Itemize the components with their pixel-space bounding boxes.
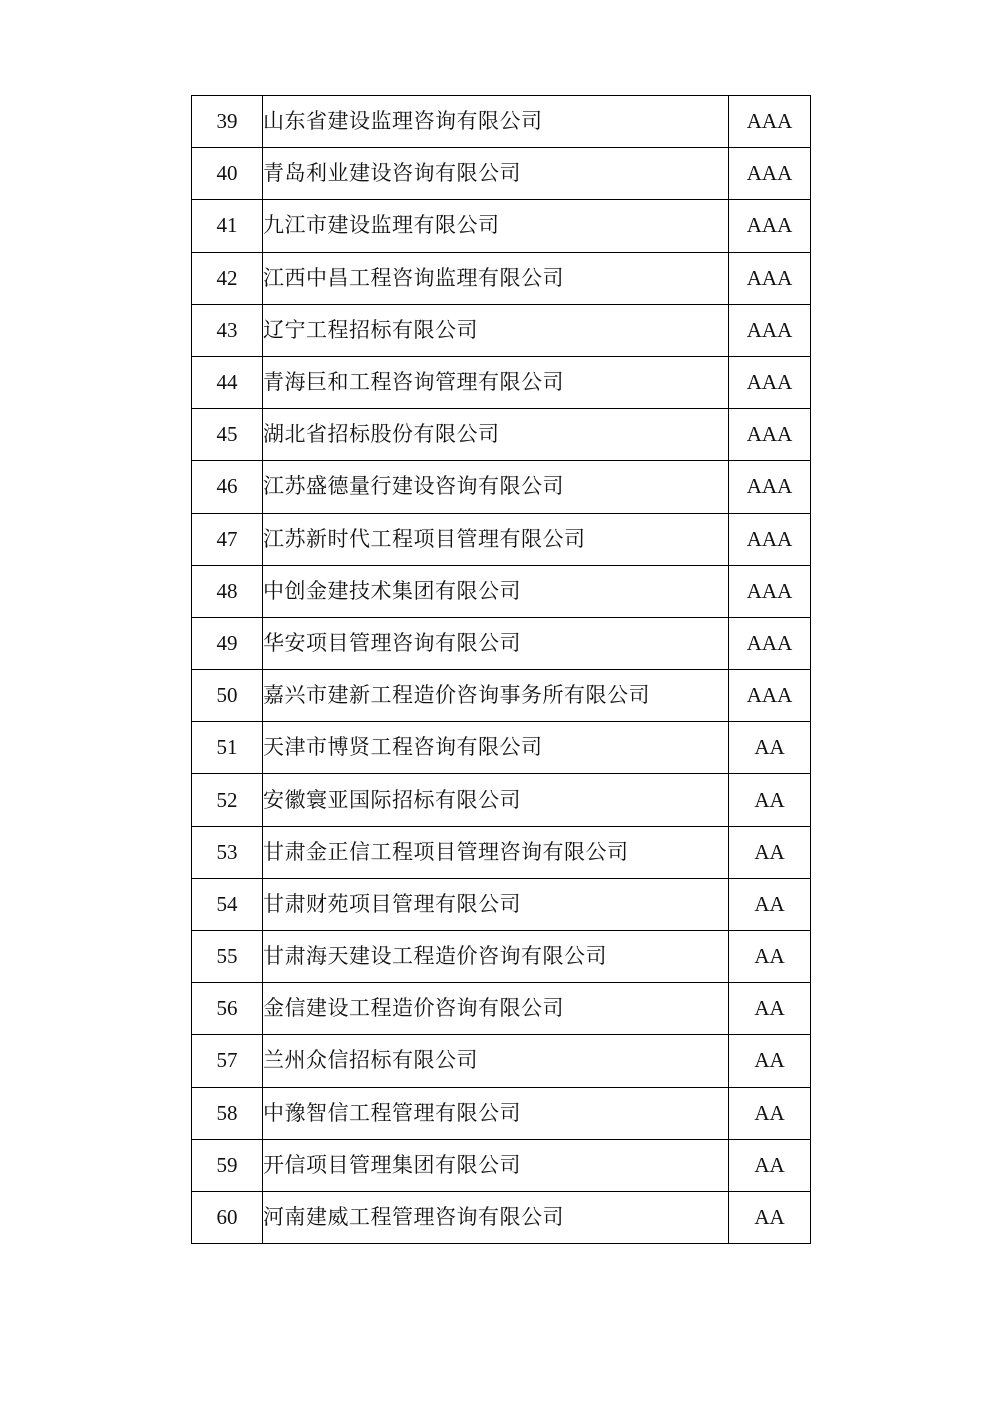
company-name: 江苏盛德量行建设咨询有限公司 <box>263 461 729 513</box>
credit-grade: AAA <box>729 409 811 461</box>
credit-grade: AAA <box>729 252 811 304</box>
credit-grade: AA <box>729 1087 811 1139</box>
credit-grade: AA <box>729 1035 811 1087</box>
credit-grade: AAA <box>729 617 811 669</box>
row-number: 47 <box>192 513 263 565</box>
company-name: 天津市博贤工程咨询有限公司 <box>263 722 729 774</box>
company-name: 河南建威工程管理咨询有限公司 <box>263 1191 729 1243</box>
company-name: 甘肃金正信工程项目管理咨询有限公司 <box>263 826 729 878</box>
table-row <box>192 96 811 148</box>
row-number: 53 <box>192 826 263 878</box>
row-number: 56 <box>192 983 263 1035</box>
company-name: 安徽寰亚国际招标有限公司 <box>263 774 729 826</box>
row-number: 49 <box>192 617 263 669</box>
table-row <box>192 722 811 774</box>
credit-grade: AAA <box>729 461 811 513</box>
row-number: 55 <box>192 931 263 983</box>
company-name: 山东省建设监理咨询有限公司 <box>263 96 729 148</box>
company-name: 青海巨和工程咨询管理有限公司 <box>263 356 729 408</box>
company-name: 中豫智信工程管理有限公司 <box>263 1087 729 1139</box>
row-number: 43 <box>192 304 263 356</box>
credit-grade: AAA <box>729 356 811 408</box>
credit-grade: AAA <box>729 565 811 617</box>
credit-grade: AAA <box>729 304 811 356</box>
company-name: 甘肃海天建设工程造价咨询有限公司 <box>263 931 729 983</box>
row-number: 48 <box>192 565 263 617</box>
row-number: 57 <box>192 1035 263 1087</box>
table-row <box>192 304 811 356</box>
credit-grade: AAA <box>729 200 811 252</box>
company-name: 江苏新时代工程项目管理有限公司 <box>263 513 729 565</box>
company-name: 中创金建技术集团有限公司 <box>263 565 729 617</box>
row-number: 45 <box>192 409 263 461</box>
credit-grade: AA <box>729 878 811 930</box>
credit-grade: AA <box>729 1191 811 1243</box>
table-row <box>192 878 811 930</box>
credit-grade: AAA <box>729 670 811 722</box>
table-row <box>192 1087 811 1139</box>
table-row <box>192 1191 811 1243</box>
row-number: 59 <box>192 1139 263 1191</box>
company-name: 九江市建设监理有限公司 <box>263 200 729 252</box>
company-name: 开信项目管理集团有限公司 <box>263 1139 729 1191</box>
company-name: 湖北省招标股份有限公司 <box>263 409 729 461</box>
credit-grade: AA <box>729 983 811 1035</box>
table-row <box>192 774 811 826</box>
row-number: 41 <box>192 200 263 252</box>
table-row <box>192 826 811 878</box>
company-name: 金信建设工程造价咨询有限公司 <box>263 983 729 1035</box>
table-row <box>192 148 811 200</box>
credit-grade: AA <box>729 931 811 983</box>
table-row <box>192 670 811 722</box>
table-row <box>192 252 811 304</box>
table-row <box>192 617 811 669</box>
table-row <box>192 1139 811 1191</box>
row-number: 46 <box>192 461 263 513</box>
row-number: 42 <box>192 252 263 304</box>
credit-grade: AA <box>729 1139 811 1191</box>
credit-grade: AA <box>729 722 811 774</box>
credit-grade: AA <box>729 826 811 878</box>
company-name: 甘肃财苑项目管理有限公司 <box>263 878 729 930</box>
row-number: 58 <box>192 1087 263 1139</box>
credit-grade: AA <box>729 774 811 826</box>
table-row <box>192 513 811 565</box>
table-row <box>192 565 811 617</box>
company-name: 辽宁工程招标有限公司 <box>263 304 729 356</box>
company-name: 兰州众信招标有限公司 <box>263 1035 729 1087</box>
row-number: 40 <box>192 148 263 200</box>
table-body <box>192 96 811 1244</box>
company-name: 青岛利业建设咨询有限公司 <box>263 148 729 200</box>
row-number: 51 <box>192 722 263 774</box>
table-row <box>192 931 811 983</box>
row-number: 50 <box>192 670 263 722</box>
company-rating-table <box>191 95 811 1244</box>
table-row <box>192 983 811 1035</box>
row-number: 39 <box>192 96 263 148</box>
credit-grade: AAA <box>729 96 811 148</box>
company-name: 嘉兴市建新工程造价咨询事务所有限公司 <box>263 670 729 722</box>
table-row <box>192 356 811 408</box>
credit-grade: AAA <box>729 148 811 200</box>
table-row <box>192 200 811 252</box>
row-number: 54 <box>192 878 263 930</box>
table-row <box>192 461 811 513</box>
credit-grade: AAA <box>729 513 811 565</box>
company-name: 华安项目管理咨询有限公司 <box>263 617 729 669</box>
row-number: 60 <box>192 1191 263 1243</box>
row-number: 44 <box>192 356 263 408</box>
table-row <box>192 409 811 461</box>
company-name: 江西中昌工程咨询监理有限公司 <box>263 252 729 304</box>
row-number: 52 <box>192 774 263 826</box>
table-row <box>192 1035 811 1087</box>
